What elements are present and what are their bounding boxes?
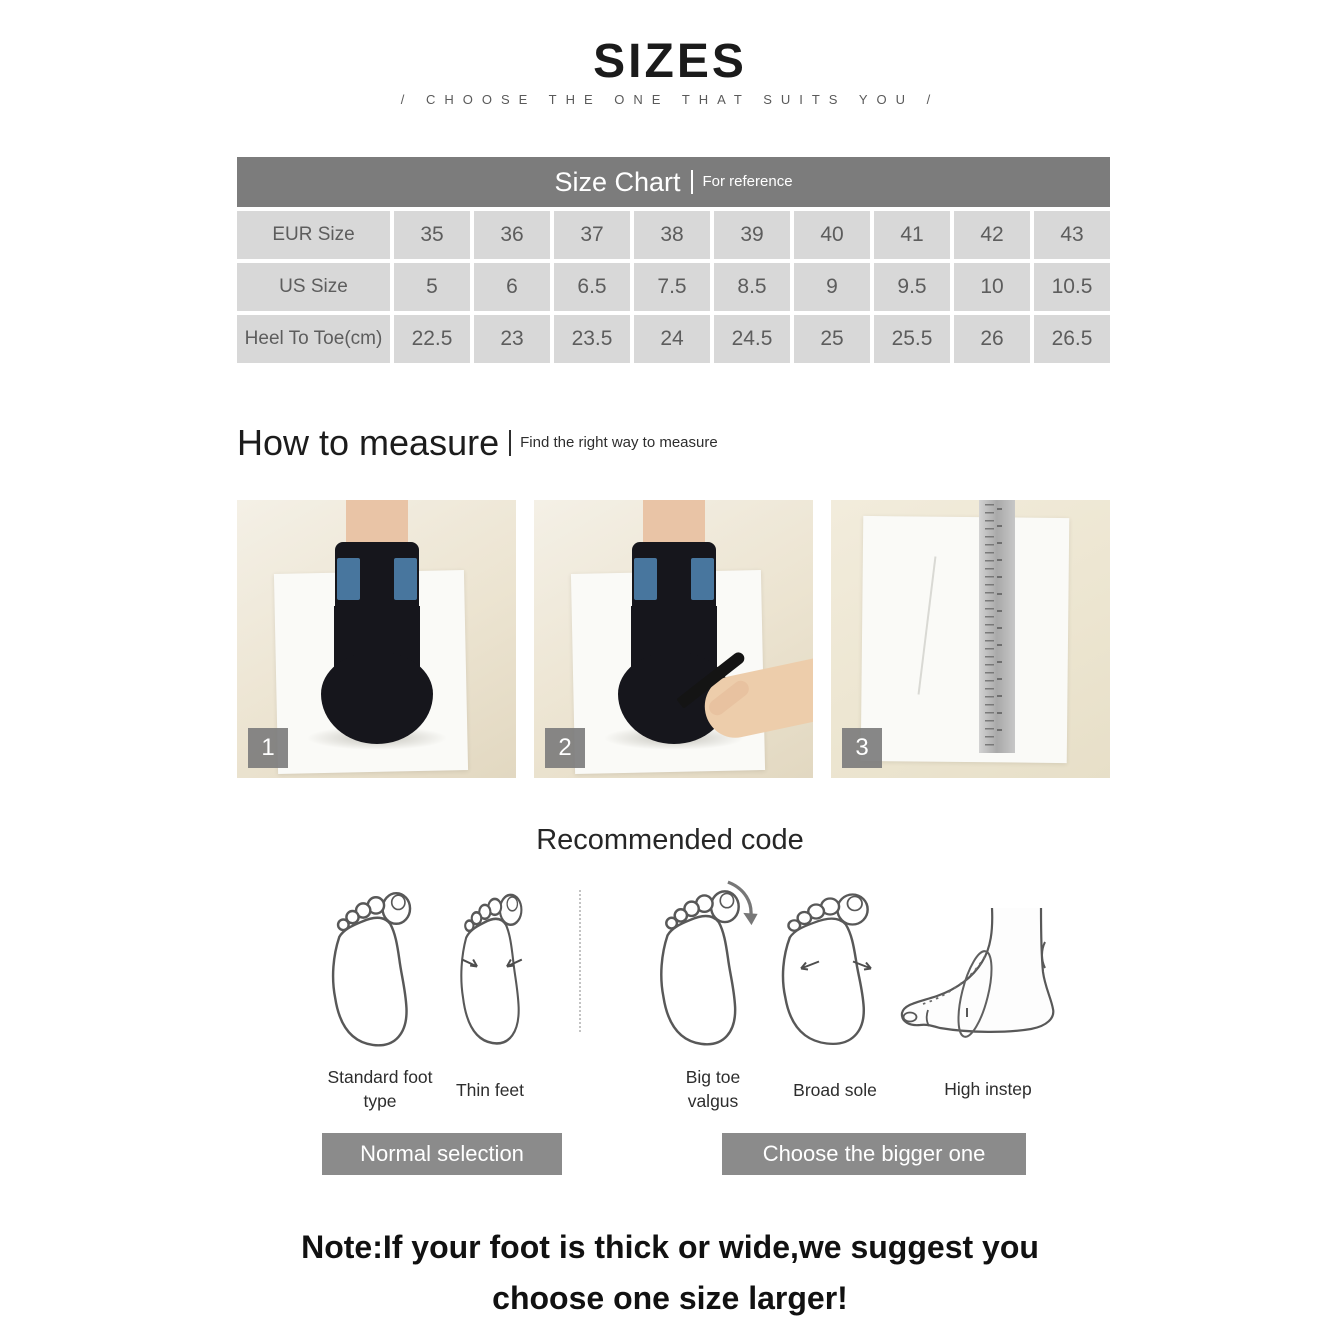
table-cell: 42 xyxy=(954,211,1030,259)
table-cell: 10 xyxy=(954,263,1030,311)
table-cell: 24 xyxy=(634,315,710,363)
page-title: SIZES xyxy=(593,35,747,88)
table-cell: 24.5 xyxy=(714,315,790,363)
sock-logo-patch xyxy=(394,558,417,600)
how-to-measure-title: How to measure xyxy=(237,422,500,463)
table-cell: 23.5 xyxy=(554,315,630,363)
step-photo-2-trace-foot xyxy=(534,500,813,778)
row-label: Heel To Toe(cm) xyxy=(237,315,390,363)
step-number-badge: 1 xyxy=(248,728,288,768)
table-cell: 25.5 xyxy=(874,315,950,363)
paper-sheet xyxy=(860,516,1069,763)
size-chart-table xyxy=(237,157,1110,363)
table-cell: 25 xyxy=(794,315,870,363)
table-cell: 37 xyxy=(554,211,630,259)
measure-step-photos xyxy=(237,500,1110,778)
high-instep-diagram xyxy=(895,904,1085,1044)
table-row-eur xyxy=(237,211,1110,259)
table-cell: 6 xyxy=(474,263,550,311)
table-cell: 26 xyxy=(954,315,1030,363)
step-photo-3-measure-ruler xyxy=(831,500,1110,778)
foot-type-diagrams xyxy=(237,876,1110,1071)
sock-cuff xyxy=(335,542,419,614)
ruler xyxy=(979,500,1015,753)
foot-type-labels xyxy=(237,1066,1110,1128)
foot-label-thin: Thin feet xyxy=(455,1080,525,1100)
table-row-heeltoe xyxy=(237,315,1110,363)
table-cell: 9 xyxy=(794,263,870,311)
note-line-1: Note:If your foot is thick or wide,we suggest you xyxy=(301,1229,1039,1265)
table-cell: 7.5 xyxy=(634,263,710,311)
recommended-code-title: Recommended code xyxy=(536,824,804,856)
size-note xyxy=(0,1222,1340,1324)
size-chart-title: Size Chart xyxy=(554,166,681,197)
dotted-divider xyxy=(579,890,581,1032)
foot-label-standard: Standard foot type xyxy=(327,1067,433,1111)
how-to-measure-heading xyxy=(237,422,718,464)
foot-label-instep: High instep xyxy=(944,1079,1032,1099)
size-chart-header xyxy=(237,157,1110,207)
table-cell: 35 xyxy=(394,211,470,259)
sock-logo-patch xyxy=(691,558,714,600)
table-cell: 9.5 xyxy=(874,263,950,311)
table-cell: 43 xyxy=(1034,211,1110,259)
page-subtitle: / CHOOSE THE ONE THAT SUITS YOU / xyxy=(400,92,940,107)
table-cell: 40 xyxy=(794,211,870,259)
step-photo-1-foot-on-paper xyxy=(237,500,516,778)
row-label: US Size xyxy=(237,263,390,311)
note-line-2: choose one size larger! xyxy=(492,1280,848,1317)
table-cell: 5 xyxy=(394,263,470,311)
size-chart-reference-note: For reference xyxy=(691,170,793,194)
table-cell: 38 xyxy=(634,211,710,259)
sock-logo-patch xyxy=(337,558,360,600)
table-cell: 10.5 xyxy=(1034,263,1110,311)
thin-foot-diagram xyxy=(442,884,542,1048)
step-number-badge: 3 xyxy=(842,728,882,768)
sock-logo-patch xyxy=(634,558,657,600)
table-row-us xyxy=(237,263,1110,311)
table-cell: 23 xyxy=(474,315,550,363)
standard-foot-diagram xyxy=(319,882,441,1050)
table-cell: 8.5 xyxy=(714,263,790,311)
table-cell: 39 xyxy=(714,211,790,259)
table-cell: 26.5 xyxy=(1034,315,1110,363)
sock-cuff xyxy=(632,542,716,614)
table-cell: 6.5 xyxy=(554,263,630,311)
table-cell: 22.5 xyxy=(394,315,470,363)
table-cell: 36 xyxy=(474,211,550,259)
broad-sole-diagram xyxy=(777,882,895,1050)
how-to-measure-subtitle: Find the right way to measure xyxy=(509,430,718,456)
step-number-badge: 2 xyxy=(545,728,585,768)
table-cell: 41 xyxy=(874,211,950,259)
row-label: EUR Size xyxy=(237,211,390,259)
choose-bigger-banner: Choose the bigger one xyxy=(722,1133,1026,1175)
normal-selection-banner: Normal selection xyxy=(322,1133,562,1175)
foot-label-broad: Broad sole xyxy=(793,1080,877,1100)
foot-label-valgus: Big toe valgus xyxy=(685,1067,741,1111)
big-toe-valgus-diagram xyxy=(647,876,772,1048)
